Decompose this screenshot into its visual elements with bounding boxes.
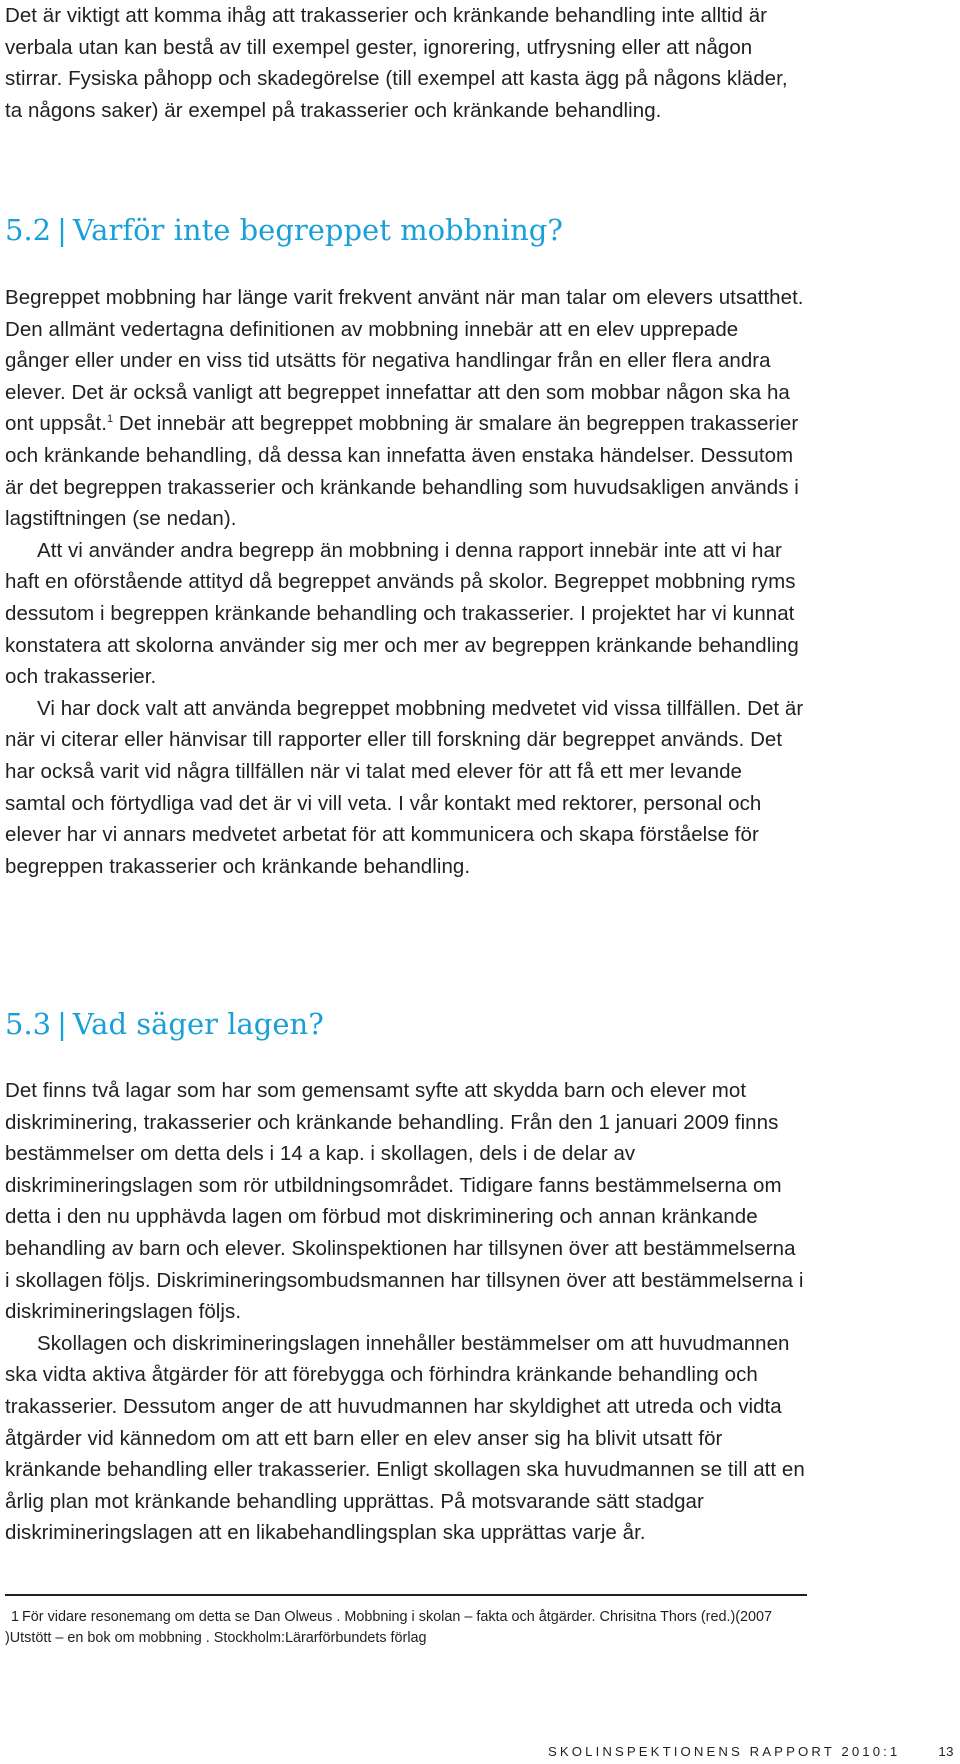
- footnote-text: För vidare resonemang om detta se Dan Olweus . Mobbning i skolan – fakta och åtgärder. Chrisitna Thors (red.)(2007 )Utstött – en bok om mobbning . Stockholm:Lärarförbundets förlag: [5, 1609, 773, 1646]
- intro-paragraph: Det är viktigt att komma ihåg att trakasserier och kränkande behandling inte alltid är verbala utan kan bestå av till exempel gester, ignorering, utfrysning eller att någon stirrar. Fysiska påhopp och skadegörelse (till exempel att kasta ägg på någons kläder, ta någons saker) är exempel på trakasserier och kränkande behandling.: [5, 4, 788, 122]
- section-5-2-number: 5.2: [5, 213, 52, 247]
- section-5-2-paragraph-2: Att vi använder andra begrepp än mobbning i denna rapport innebär inte att vi har haft en oförstående attityd då begreppet används på skolor. Begreppet mobbning ryms dessutom i begreppen kränkande behandling och trakasserier. I projektet har vi kunnat konstatera att skolorna använder sig mer och mer av begreppen kränkande behandling och trakasserier.: [5, 538, 799, 689]
- section-5-2-paragraph-1-part-a: Begreppet mobbning har länge varit frekvent använt när man talar om elevers utsatthet. Den allmänt vedertagna definitionen av mobbning innebär att en elev upprepade gånger eller under en viss tid utsätts för negativa handlingar från en eller flera andra elever. Det är också vanligt att begreppet innefattar att den som mobbar någon ska ha ont uppsåt.: [5, 286, 804, 436]
- section-5-2-body: [5, 282, 805, 882]
- footnote: [5, 1607, 805, 1649]
- section-5-3-number: 5.3: [5, 1007, 52, 1041]
- page-footer: [548, 1744, 954, 1759]
- heading-separator: |: [57, 213, 67, 247]
- footnote-reference: 1: [107, 413, 114, 426]
- heading-separator: |: [57, 1007, 67, 1041]
- section-5-3-paragraph-2: Skollagen och diskrimineringslagen innehåller bestämmelser om att huvudmannen ska vidta aktiva åtgärder för att förebygga och förhindra kränkande behandling och trakasserier. Dessutom anger de att huvudmannen har skyldighet att utreda och vidta åtgärder vid kännedom om att ett barn eller en elev anser sig ha blivit utsatt för kränkande behandling eller trakasserier. Enligt skollagen ska huvudmannen se till att en årlig plan mot kränkande behandling upprättas. På motsvarande sätt stadgar diskrimineringslagen att en likabehandlingsplan ska upprättas varje år.: [5, 1331, 805, 1545]
- section-5-2-title: Varför inte begreppet mobbning?: [72, 213, 563, 247]
- section-5-2-paragraph-1: [5, 282, 805, 535]
- section-5-2-paragraph-3: Vi har dock valt att använda begreppet mobbning medvetet vid vissa tillfällen. Det är när vi citerar eller hänvisar till rapporter eller till forskning där begreppet används. Det har också varit vid några tillfällen när vi talat med elever för att få ett mer levande samtal och förtydliga vad det är vi vill veta. I vår kontakt med rektorer, personal och elever har vi annars medvetet arbetat för att kommunicera och skapa förståelse för begreppen trakasserier och kränkande behandling.: [5, 696, 804, 878]
- section-5-2-paragraph-1-part-b: Det innebär att begreppet mobbning är smalare än begreppen trakasserier och kränkande behandling, då dessa kan innefatta även enstaka händelser. Dessutom är det begreppen trakasserier och kränkande behandling som huvudsakligen används i lagstiftningen (se nedan).: [5, 412, 799, 531]
- section-5-3-heading: [5, 1006, 324, 1042]
- page-number: 13: [938, 1744, 954, 1759]
- intro-block: [5, 0, 805, 126]
- footnote-number: 1: [11, 1609, 20, 1625]
- footnote-divider: [5, 1594, 807, 1596]
- section-5-3-body: [5, 1075, 805, 1549]
- section-5-2-heading: [5, 212, 563, 248]
- section-5-3-paragraph-1: Det finns två lagar som har som gemensamt syfte att skydda barn och elever mot diskriminering, trakasserier och kränkande behandling. Från den 1 januari 2009 finns bestämmelser om detta dels i 14 a kap. i skollagen, dels i de delar av diskrimineringslagen som rör utbildningsområdet. Tidigare fanns bestämmelserna om detta i den nu upphävda lagen om förbud mot diskriminering och annan kränkande behandling av barn och elever. Skolinspektionen har tillsynen över att bestämmelserna i skollagen följs. Diskrimineringsombudsmannen har tillsynen över att bestämmelserna i diskrimineringslagen följs.: [5, 1079, 804, 1324]
- section-5-3-title: Vad säger lagen?: [72, 1007, 324, 1041]
- publication-title: SKOLINSPEKTIONENS RAPPORT 2010:1: [548, 1744, 901, 1759]
